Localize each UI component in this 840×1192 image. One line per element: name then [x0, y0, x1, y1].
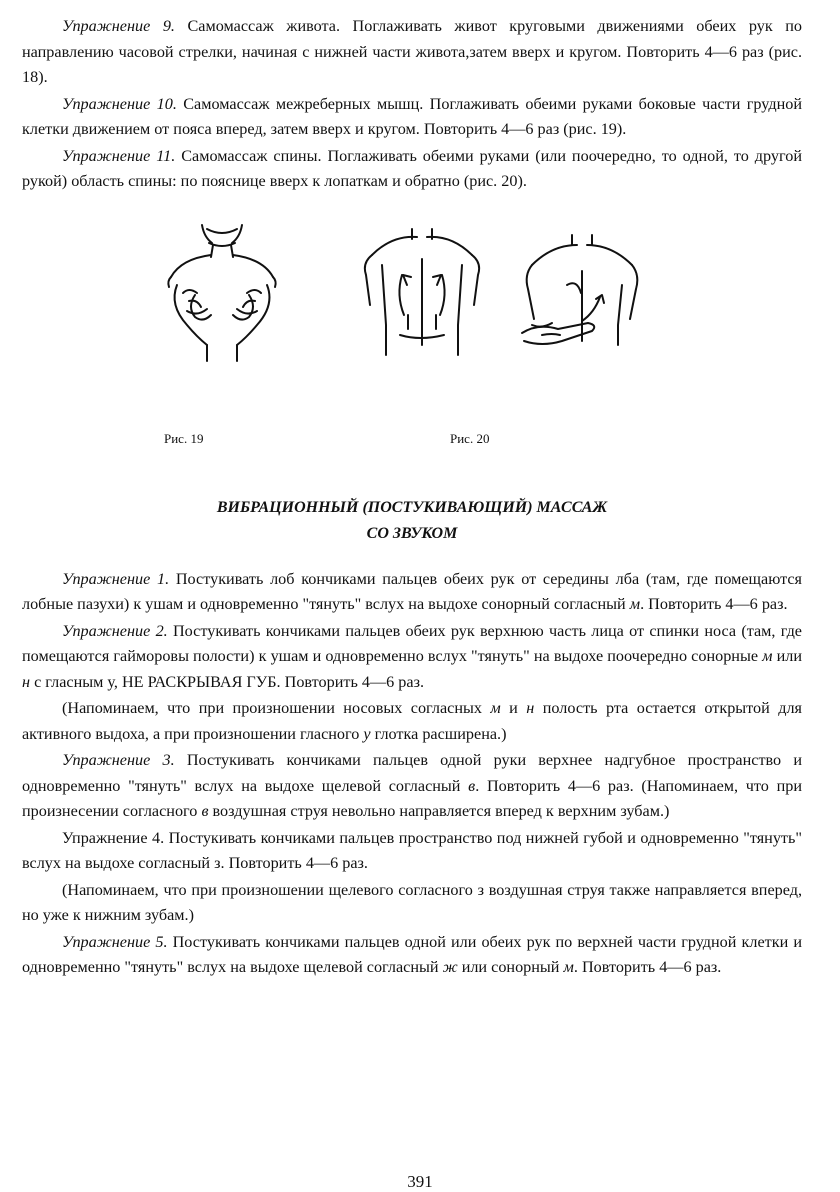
exercise-text: . Повторить 4—6 раз.	[573, 958, 722, 976]
exercise-text: Самомассаж спины. Поглаживать обеими руками (или поочередно, то одной, то другой рукой) область спины: по пояснице вверх к лопаткам и обратно (рис. 20).	[22, 146, 802, 190]
exercise-text: или сонорный	[457, 958, 564, 976]
exercise-2	[22, 619, 802, 696]
exercise-text: или	[772, 647, 802, 665]
exercise-text: Самомассаж межреберных мышц. Поглаживать обеими руками боковые части грудной клетки движением от пояса вперед, затем вверх и кругом. Повторить 4—6 раз (рис. 19).	[22, 94, 802, 138]
note-text: (Напоминаем, что при произношении носовых согласных	[62, 699, 491, 717]
letter: в	[468, 776, 476, 795]
exercise-text: Постукивать кончиками пальцев одной руки верхнее надгубное пространство и одновременно "тянуть" вслух на выдохе щелевой согласный	[22, 751, 802, 795]
exercise-9	[22, 14, 802, 91]
exercise-text: воздушная струя невольно направляется вперед к верхним зубам.)	[208, 802, 670, 820]
exercise-label: Упражнение 1.	[62, 569, 170, 588]
exercise-10	[22, 92, 802, 143]
exercise-label: Упражнение 5.	[62, 932, 168, 951]
note-text: глотка расширена.)	[370, 724, 507, 743]
exercise-5	[22, 930, 802, 981]
letter: н	[526, 699, 535, 717]
exercise-text: Постукивать лоб кончиками пальцев обеих рук от середины лба (там, где помещаются лобные пазухи) к ушам и одновременно "тянуть" вслух на выдохе сонорный согласный	[22, 569, 802, 613]
exercise-text: Постукивать кончиками пальцев одной или обеих рук по верхней части грудной клетки и одновременно "тянуть" вслух на выдохе щелевой согласный	[22, 932, 802, 976]
figure-20-caption: Рис. 20	[450, 430, 490, 446]
exercise-label: Упражнение 9.	[62, 17, 175, 35]
exercise-label: Упражнение 3.	[62, 751, 175, 769]
exercise-label: Упражнение 2.	[62, 621, 168, 640]
note-text: и	[500, 699, 527, 717]
figure-19-caption: Рис. 19	[164, 430, 204, 446]
letter: м	[762, 647, 773, 665]
exercise-1	[22, 567, 802, 618]
note-2: (Напоминаем, что при произношении щелевого согласного з воздушная струя также направляется вперед, но уже к нижним зубам.)	[22, 880, 802, 924]
note-1	[22, 696, 802, 747]
exercise-text: с гласным у, НЕ РАСКРЫВАЯ ГУБ. Повторить 4—6 раз.	[30, 672, 425, 691]
letter: в	[201, 802, 209, 820]
exercise-text: Постукивать кончиками пальцев обеих рук верхнюю часть лица от спинки носа (там, где помещаются гайморовы полости) к ушам и одновременно вслух "тянуть" на выдохе поочередно сонорные	[22, 621, 802, 665]
heading-line-2: СО ЗВУКОМ	[366, 524, 458, 542]
section-heading	[22, 495, 802, 547]
figure-19-illustration	[147, 215, 307, 375]
exercise-11	[22, 144, 802, 195]
figures-block	[22, 205, 802, 485]
figure-20-back-illustration	[352, 215, 492, 375]
letter: м	[490, 699, 501, 717]
exercise-4: Упражнение 4. Постукивать кончиками пальцев пространство под нижней губой и одновременно "тянуть" вслух на выдохе согласный з. Повторить 4—6 раз.	[22, 828, 802, 872]
letter: ж	[442, 958, 458, 976]
exercise-text: Самомассаж живота. Поглаживать живот круговыми движениями обеих рук по направлению часовой стрелки, начиная с нижней части живота,затем вверх и кругом. Повторить 4—6 раз (рис. 18).	[22, 17, 802, 86]
note-text: полость рта остается открытой для активного выдоха, а при произношении гласного	[22, 699, 802, 743]
exercise-label: Упражнение 11.	[62, 146, 176, 165]
figure-20-hand-illustration	[512, 215, 652, 375]
heading-line-1: ВИБРАЦИОННЫЙ (ПОСТУКИВАЮЩИЙ) МАССАЖ	[216, 498, 608, 516]
letter: у	[363, 724, 371, 743]
page-number: 391	[407, 1172, 433, 1191]
exercise-label: Упражнение 10.	[62, 94, 177, 113]
exercise-text: . Повторить 4—6 раз.	[640, 595, 788, 613]
page-content	[22, 14, 802, 982]
exercise-text: . Повторить 4—6 раз. (Напоминаем, что при произнесении согласного	[22, 776, 802, 820]
exercise-3	[22, 748, 802, 825]
letter: н	[22, 672, 31, 691]
letter: м	[629, 595, 641, 613]
letter: м	[563, 958, 574, 976]
